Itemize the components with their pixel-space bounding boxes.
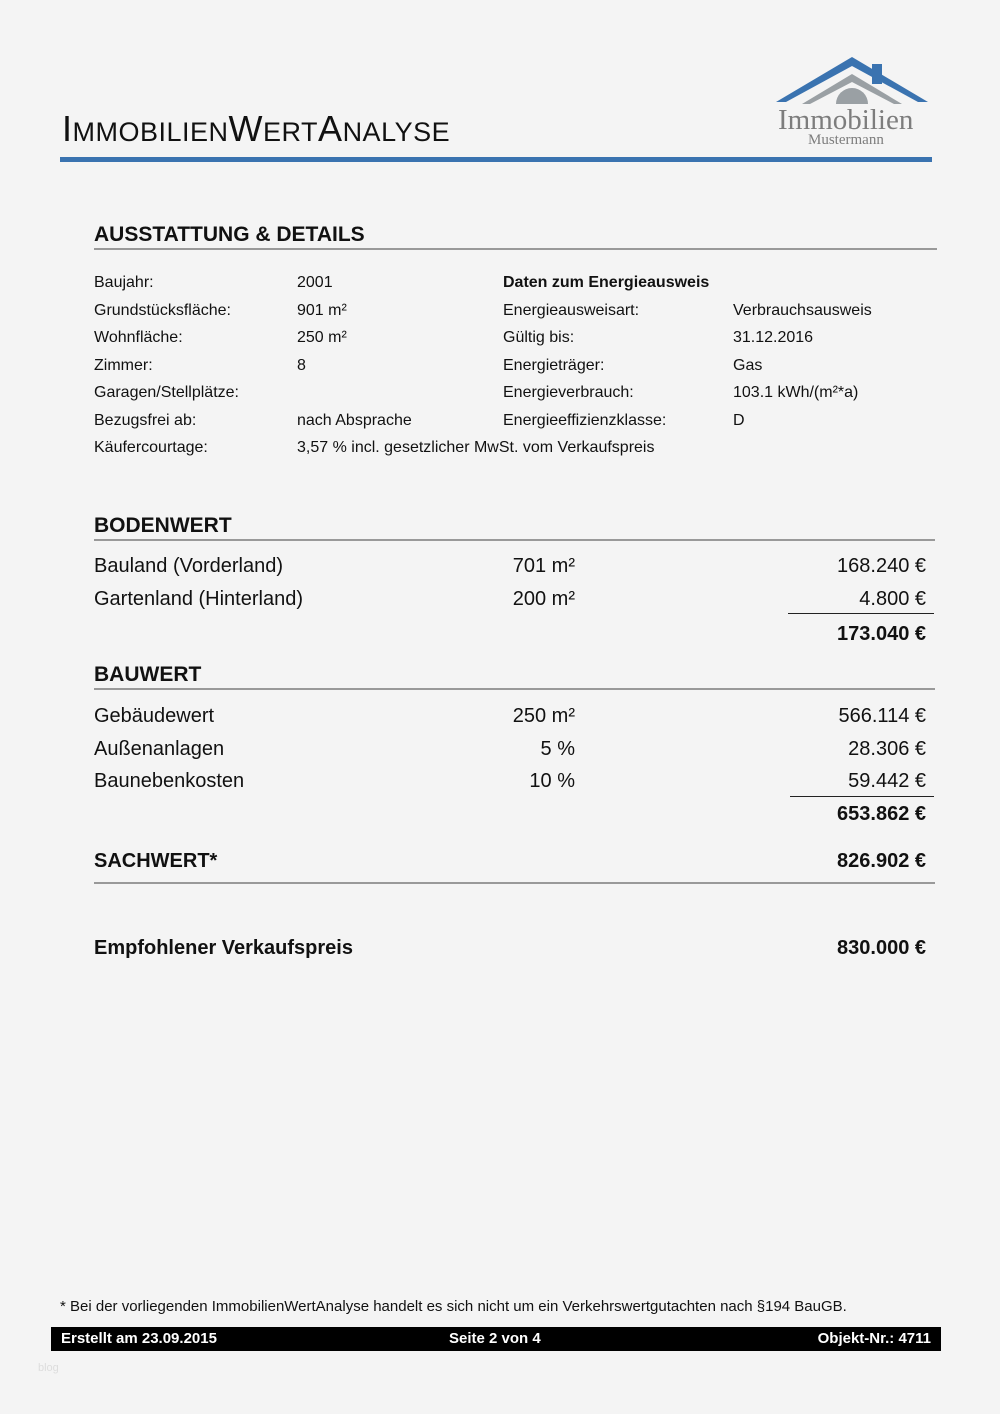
divider (94, 882, 935, 884)
detail-value: 3,57 % incl. gesetzlicher MwSt. vom Verkaufspreis (297, 439, 655, 456)
detail-value: 901 m² (297, 301, 347, 319)
row-amount: 566.114 € (838, 705, 926, 727)
row-label: Gebäudewert (94, 705, 215, 727)
row-amount: 4.800 € (859, 588, 926, 610)
divider (94, 539, 935, 541)
detail-label: Garagen/Stellplätze: (94, 384, 239, 401)
row-quantity: 5 % (540, 737, 575, 760)
energy-value: 103.1 kWh/(m²*a) (733, 384, 859, 401)
detail-label: Bezugsfrei ab: (94, 411, 197, 429)
watermark: blog (38, 1362, 59, 1374)
row-quantity: 10 % (529, 770, 575, 792)
row-label: Bauland (Vorderland) (94, 555, 284, 577)
energy-label: Energieeffizienzklasse: (503, 411, 667, 429)
row-quantity: 701 m² (512, 555, 575, 577)
row-amount: 59.442 € (848, 770, 926, 792)
detail-value: 2001 (297, 274, 333, 291)
row-amount: 28.306 € (848, 737, 926, 760)
recommended-price-label: Empfohlener Verkaufspreis (94, 937, 353, 959)
energy-value: Gas (733, 356, 763, 374)
section-heading-bauwert: BAUWERT (94, 663, 202, 686)
recommended-price-value: 830.000 € (837, 937, 926, 959)
energy-value: 31.12.2016 (733, 329, 814, 346)
energy-label: Gültig bis: (503, 329, 575, 346)
row-label: Gartenland (Hinterland) (94, 588, 303, 610)
subtotal-line (790, 796, 934, 797)
page-footer (51, 1327, 941, 1351)
bodenwert-total: 173.040 € (837, 623, 926, 645)
detail-value: 8 (297, 356, 306, 374)
page-title: IMMOBILIENWERTANALYSE (62, 108, 451, 149)
company-logo (772, 52, 932, 152)
footnote: * Bei der vorliegenden ImmobilienWertAnalyse handelt es sich nicht um ein Verkehrswertgutachten nach §194 BauGB. (60, 1298, 847, 1315)
energy-label: Energieverbrauch: (503, 384, 634, 401)
logo-name: Immobilien (778, 104, 914, 136)
detail-value: nach Absprache (297, 411, 412, 429)
row-quantity: 250 m² (512, 705, 575, 727)
detail-label: Zimmer: (94, 356, 153, 374)
sachwert-value: 826.902 € (837, 850, 926, 872)
created-date: Erstellt am 23.09.2015 (61, 1330, 217, 1347)
object-number: Objekt-Nr.: 4711 (817, 1330, 931, 1347)
energy-value: D (733, 411, 745, 429)
subtotal-line (788, 613, 934, 614)
logo-subtitle: Mustermann (808, 132, 884, 148)
section-heading-details: AUSSTATTUNG & DETAILS (94, 223, 365, 246)
detail-label: Käufercourtage: (94, 439, 208, 456)
energy-heading: Daten zum Energieausweis (503, 274, 710, 291)
row-label: Außenanlagen (94, 737, 225, 760)
divider (94, 688, 935, 690)
detail-label: Wohnfläche: (94, 329, 183, 346)
row-label: Baunebenkosten (94, 770, 245, 792)
detail-value: 250 m² (297, 329, 347, 346)
detail-label: Baujahr: (94, 274, 154, 291)
divider (94, 248, 937, 250)
energy-label: Energieausweisart: (503, 301, 640, 319)
header-rule (60, 157, 932, 162)
sachwert-label: SACHWERT* (94, 850, 218, 872)
row-quantity: 200 m² (512, 588, 575, 610)
energy-label: Energieträger: (503, 356, 605, 374)
energy-value: Verbrauchsausweis (733, 301, 872, 319)
detail-label: Grundstücksfläche: (94, 301, 231, 319)
page-number: Seite 2 von 4 (449, 1330, 541, 1347)
section-heading-bodenwert: BODENWERT (94, 514, 232, 537)
bauwert-total: 653.862 € (837, 803, 926, 825)
row-amount: 168.240 € (837, 555, 926, 577)
